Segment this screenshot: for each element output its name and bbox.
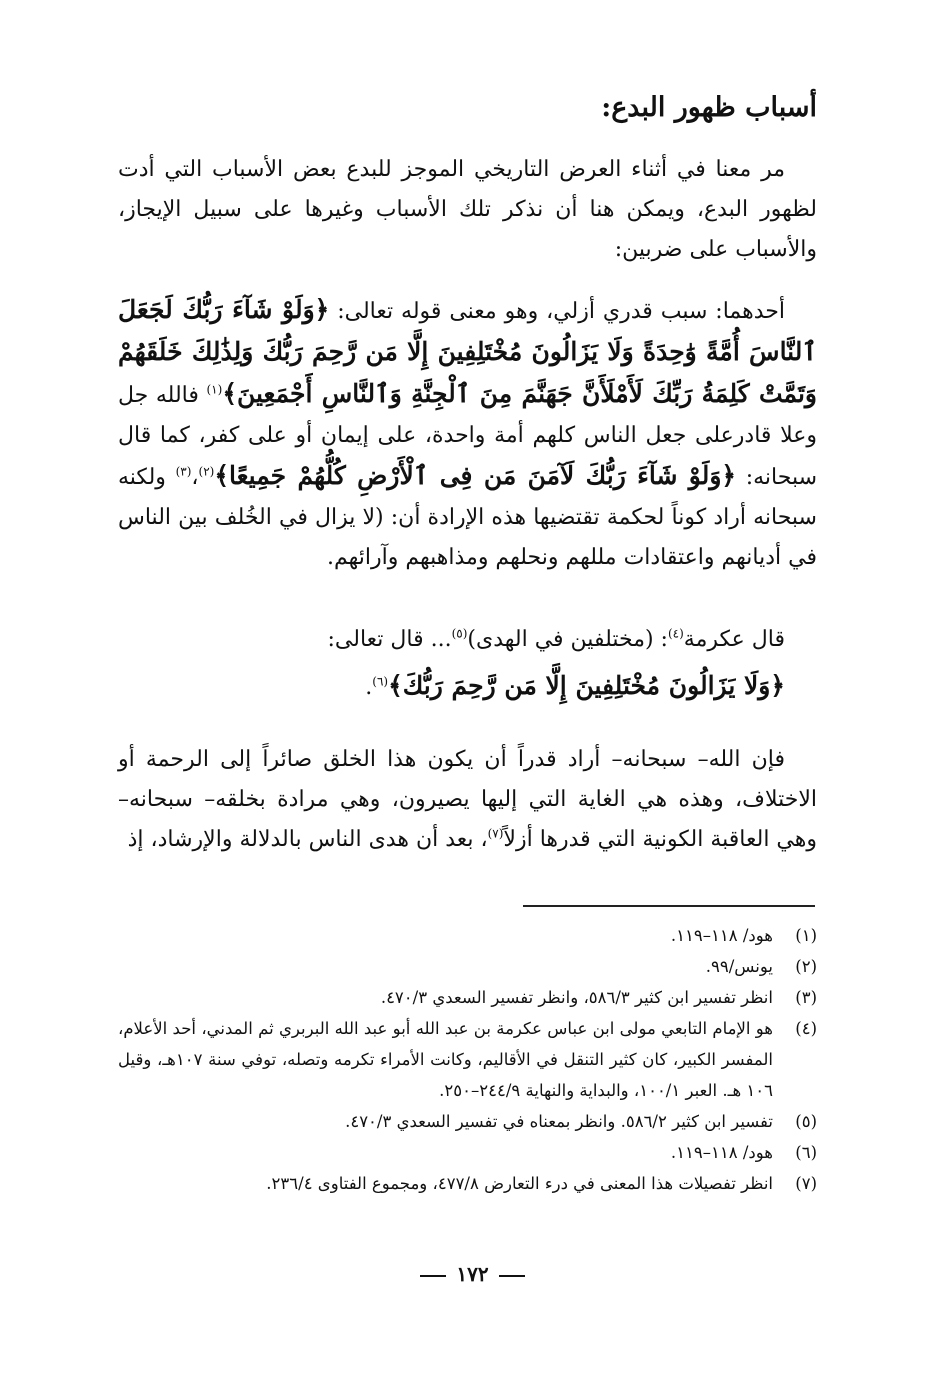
verse-end: .	[365, 675, 373, 700]
footnote-ref-4: (٤)	[667, 626, 684, 641]
paragraph-4-a: فإن الله– سبحانه– أراد قدراً أن يكون هذا الخلق صائراً إلى الرحمة أو الاختلاف، وهذه هي الغاية التي إليها يصيرون، وهي مرادة بخلقه– سبحانه– وهي العاقبة الكونية التي قدرها أزلاً	[118, 747, 817, 852]
page-number	[0, 1262, 945, 1286]
paragraph-3-c: ... قال تعالى:	[327, 627, 452, 652]
verse-line	[118, 666, 817, 708]
footnote-number: (٥)	[795, 1112, 817, 1131]
footnote-text: انظر تفصيلات هذا المعنى في درء التعارض ٤٧٧/٨، ومجموع الفتاوى ٢٣٦/٤.	[266, 1174, 773, 1193]
separator: ،	[191, 465, 199, 490]
paragraph-1: مر معنا في أثناء العرض التاريخي الموجز للبدع بعض الأسباب التي أدت لظهور البدع، ويمكن هنا أن نذكر تلك الأسباب وغيرها على سبيل الإيجاز، والأسباب على ضربين:	[118, 157, 817, 262]
footnote-number: (١)	[795, 926, 817, 945]
footnotes	[118, 920, 817, 1199]
paragraph-2-rest: ولكنه سبحانه أراد كوناً لحكمة تقتضيها هذه الإرادة أن: (لا يزال في الخُلف بين الناس في أديانهم واعتقادات مللهم ونحلهم ومذاهبهم وآرائهم.	[118, 465, 817, 570]
paragraph-2-intro: أحدهما: سبب قدري أزلي، وهو معنى قوله تعالى:	[337, 299, 785, 324]
quran-verse-hud-118-119: ﴿وَلَوْ شَآءَ رَبُّكَ لَجَعَلَ ٱلنَّاسَ أُمَّةً وَٰحِدَةً وَلَا يَزَالُونَ مُخْتَلِفِينَ إِلَّا مَن رَّحِمَ رَبُّكَ وَلِذَٰلِكَ خَلَقَهُمْ وَتَمَّتْ كَلِمَةُ رَبِّكَ لَأَمْلَأَنَّ جَهَنَّمَ مِنَ ٱلْجِنَّةِ وَٱلنَّاسِ أَجْمَعِينَ﴾	[118, 295, 817, 408]
section-heading: أسباب ظهور البدع:	[601, 92, 817, 123]
paragraph-4	[118, 740, 817, 860]
footnote-text: تفسير ابن كثير ٥٨٦/٢. وانظر بمعناه في تفسير السعدي ٤٧٠/٣.	[345, 1112, 773, 1131]
footnote-item	[118, 1137, 817, 1168]
footnote-item	[118, 951, 817, 982]
paragraph-4-b: ، بعد أن هدى الناس بالدلالة والإرشاد، إذ	[127, 827, 488, 852]
quran-verse-hud-118: ﴿وَلَا يَزَالُونَ مُخْتَلِفِينَ إِلَّا مَن رَّحِمَ رَبُّكَ﴾	[388, 671, 785, 700]
quran-verse-yunus-99: ﴿وَلَوْ شَآءَ رَبُّكَ لَآمَنَ مَن فِى ٱلْأَرْضِ كُلُّهُمْ جَمِيعًا﴾	[214, 461, 737, 490]
footnote-text: هود/ ١١٨–١١٩.	[670, 926, 773, 945]
footnote-ref-6: (٦)	[372, 674, 389, 689]
footnote-text: انظر تفسير ابن كثير ٥٨٦/٣، وانظر تفسير السعدي ٤٧٠/٣.	[380, 988, 773, 1007]
footnote-number: (٧)	[795, 1174, 817, 1193]
footnote-ref-1: (١)	[206, 382, 223, 397]
footnote-text: هود/ ١١٨–١١٩.	[670, 1143, 773, 1162]
footnote-item	[118, 982, 817, 1013]
footnote-number: (٢)	[795, 957, 817, 976]
footnote-item	[118, 1106, 817, 1137]
page-number-dash-left	[420, 1275, 446, 1277]
paragraph-3-b: : (مختلفين في الهدى)	[467, 627, 668, 652]
footnote-number: (٣)	[795, 988, 817, 1007]
footnote-ref-7: (٧)	[487, 826, 504, 841]
paragraph-2	[118, 290, 817, 578]
footnote-number: (٦)	[795, 1143, 817, 1162]
paragraph-3-a: قال عكرمة	[683, 627, 785, 652]
footnote-text: يونس/٩٩.	[705, 957, 773, 976]
footnote-item	[118, 1013, 817, 1106]
footnote-item	[118, 1168, 817, 1199]
page-number-dash-right	[499, 1275, 525, 1277]
footnote-ref-5: (٥)	[451, 626, 468, 641]
footnote-ref-2: (٢)	[198, 464, 215, 479]
footnote-text: هو الإمام التابعي مولى ابن عباس عكرمة بن عبد الله أبو عبد الله البربري ثم المدني، أحد الأعلام، المفسر الكبير، كان كثير التنقل في الأقاليم، وكانت الأمراء تكرمه وتصله، توفي سنة ١٠٧هـ، وقيل ١٠٦ هـ. العبر ١٠٠/١، والبداية والنهاية ٢٤٤/٩–٢٥٠.	[118, 1019, 773, 1100]
footnote-ref-3: (٣)	[175, 464, 192, 479]
paragraph-2-middle: فالله جل وعلا قادرعلى جعل الناس كلهم أمة واحدة، على إيمان أو على كفر، كما قال سبحانه:	[118, 383, 818, 490]
footnote-divider	[523, 905, 815, 907]
page-number-value: ١٧٢	[456, 1262, 489, 1286]
paragraph-3	[118, 620, 817, 708]
footnote-number: (٤)	[795, 1019, 817, 1038]
footnote-item	[118, 920, 817, 951]
